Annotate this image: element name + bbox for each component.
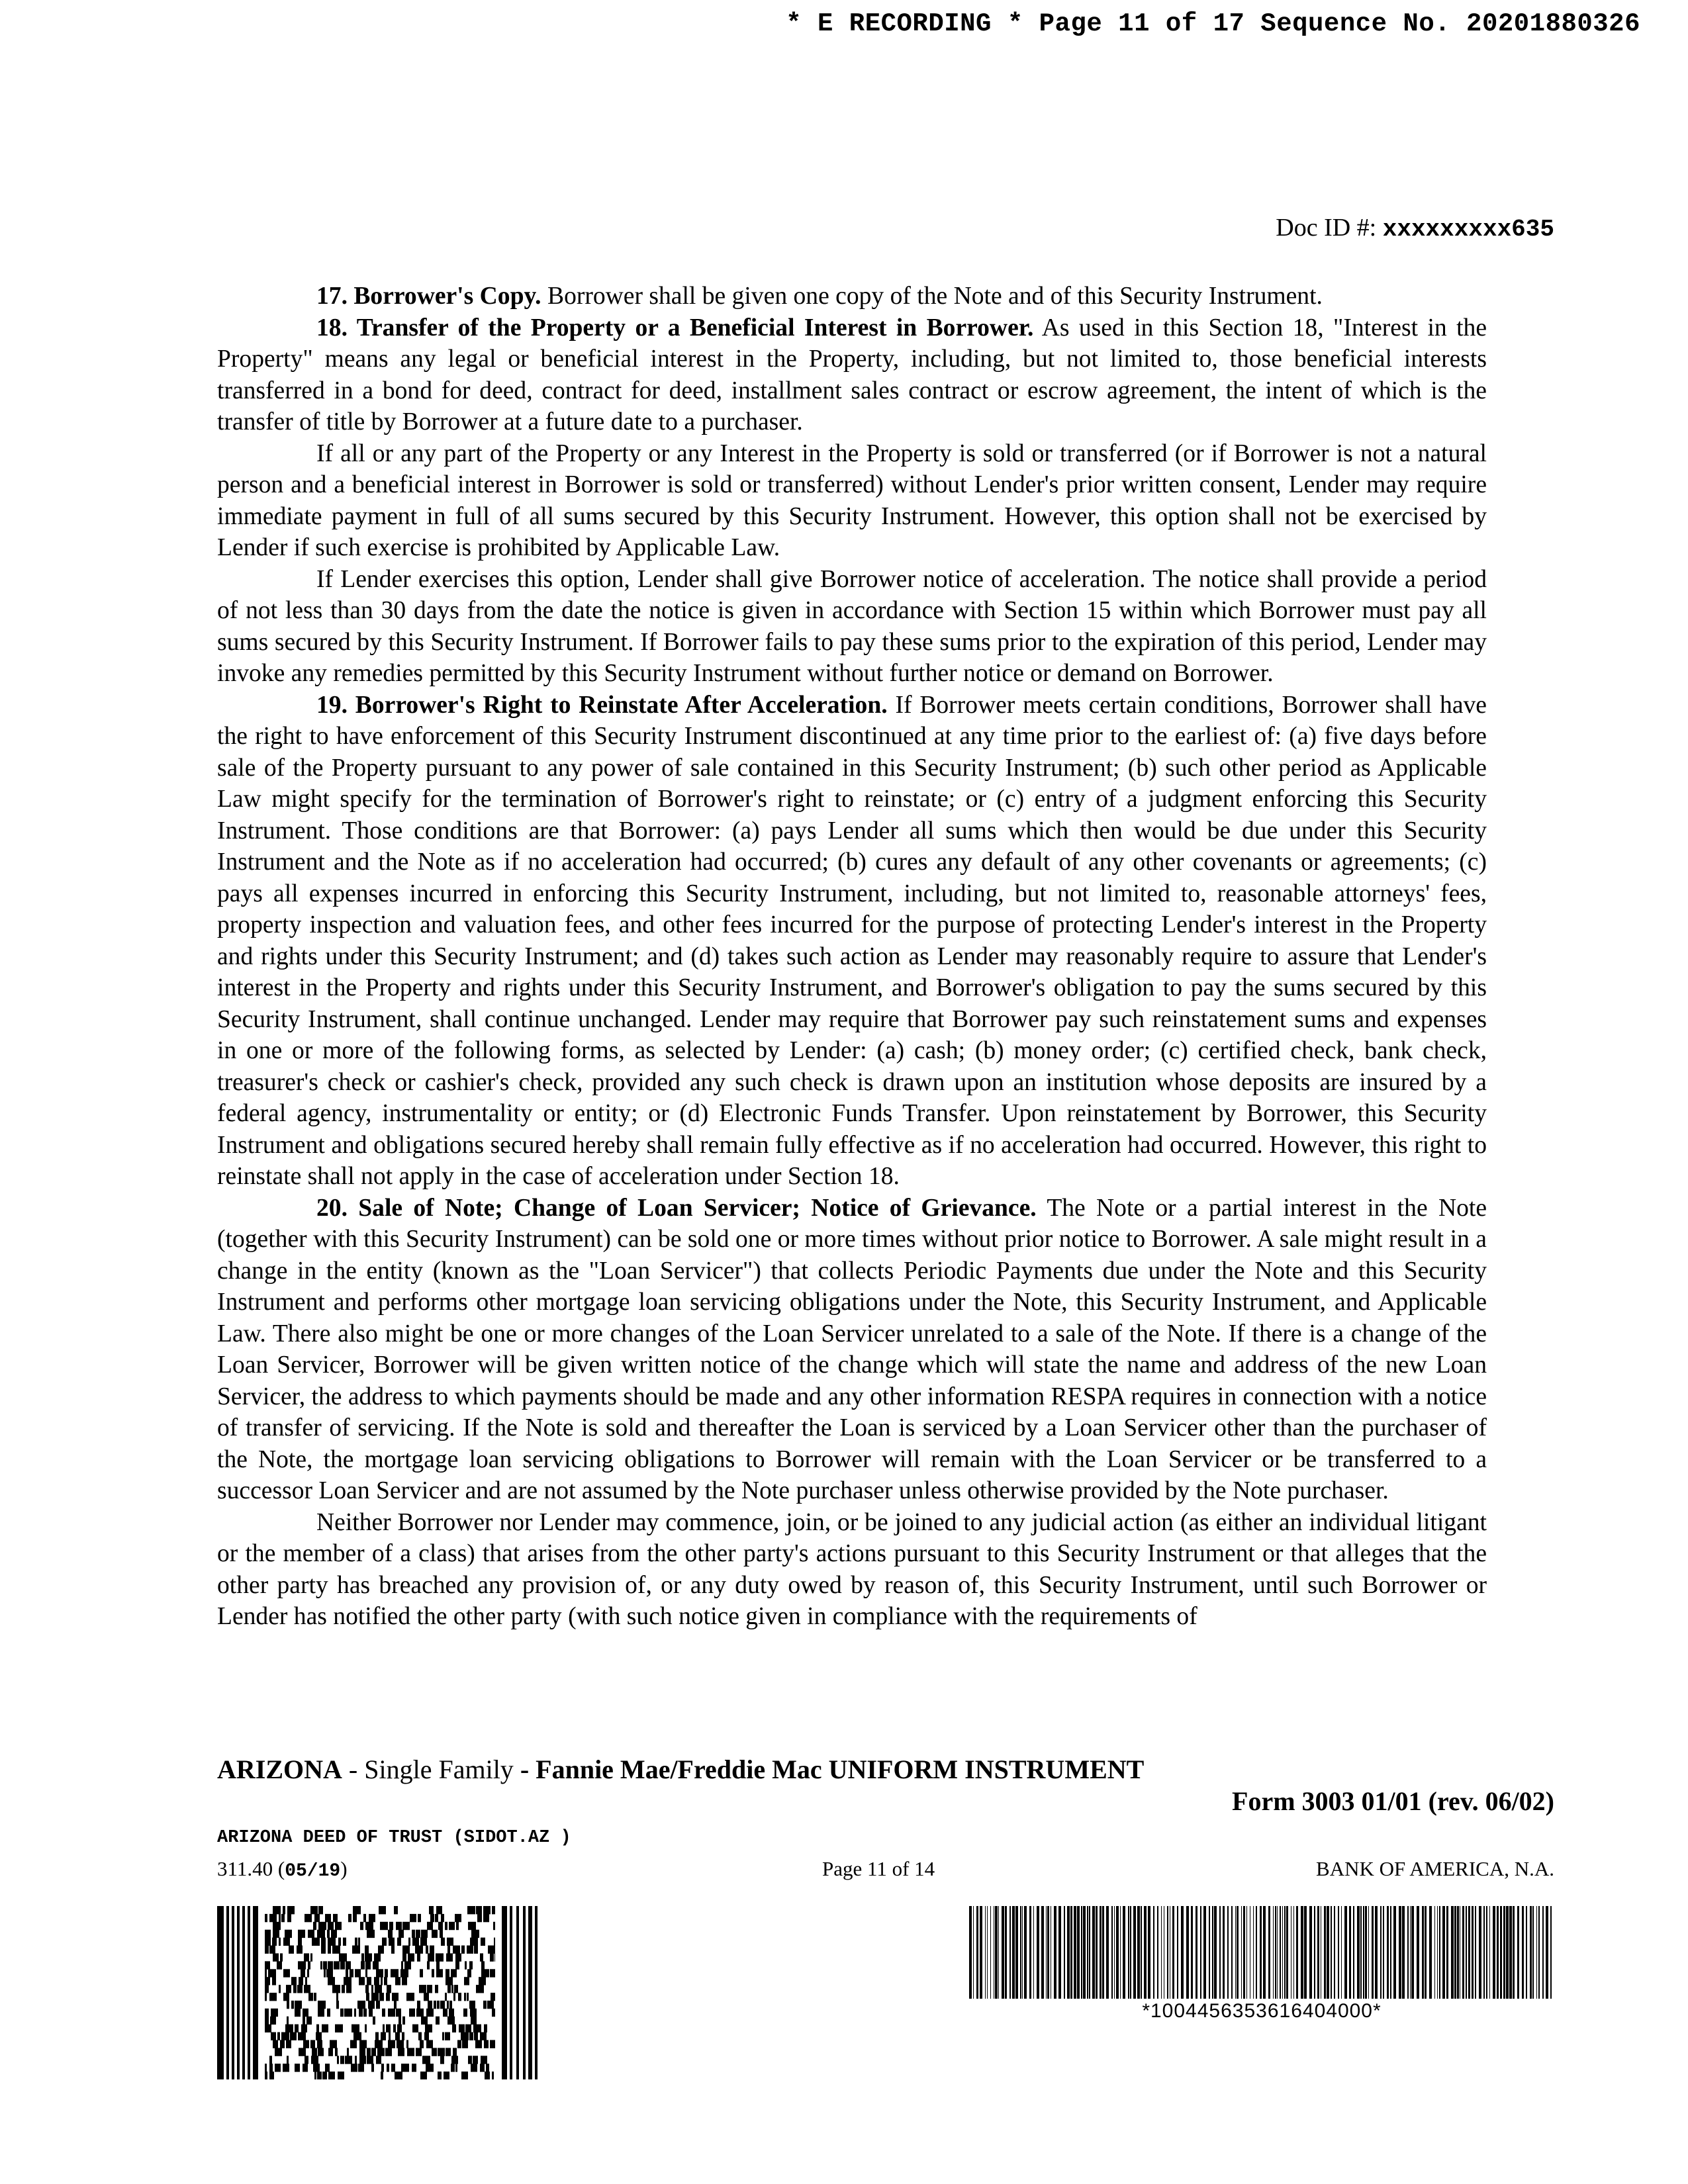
section-heading: 18. Transfer of the Property or a Beneficial Interest in Borrower. [316,314,1034,341]
footer-separator: - [342,1754,365,1784]
footer-state: ARIZONA [217,1754,342,1784]
doc-id-label: Doc ID #: [1276,214,1377,242]
footer-separator: - [513,1754,536,1784]
linear-barcode [969,1906,1554,1999]
form-code-suffix: ) [340,1857,348,1880]
section-20 [217,1193,1487,1507]
doc-id-value: xxxxxxxxx635 [1382,216,1554,243]
footer-doc-name: ARIZONA DEED OF TRUST (SIDOT.AZ ) [217,1828,571,1848]
pdf417-barcode [217,1906,538,2079]
paragraph: If all or any part of the Property or any Interest in the Property is sold or transferred (or if Borrower is not a natural person and a beneficial interest in Borrower is sold or transferred) without Lender's prior written consent, Lender may require immediate payment in full of all sums secured by this Security Instrument. However, this option shall not be exercised by Lender if such exercise is prohibited by Applicable Law. [217,439,1487,561]
footer-family: Single Family [364,1754,514,1784]
paragraph: Neither Borrower nor Lender may commence, join, or be joined to any judicial action (as either an individual litigant or the member of a class) that arises from the other party's actions pursuant to this Security Instrument or that alleges that the other party has breached any provision of, or any duty owed by reason of, this Security Instrument, until such Borrower or Lender has notified the other party (with such notice given in compliance with the requirements of [217,1508,1487,1630]
footer-instrument: Fannie Mae/Freddie Mac UNIFORM INSTRUMENT [536,1754,1145,1784]
section-heading: 20. Sale of Note; Change of Loan Servicer; Notice of Grievance. [316,1194,1037,1222]
section-heading: 17. Borrower's Copy. [316,283,541,310]
form-code-prefix: 311.40 ( [217,1857,285,1880]
section-text: As used in this Section 18, "Interest in the Property" means any legal or beneficial interest in the Property, including, but not limited to, those beneficial interests transferred in a bond for deed, contract for deed, installment sales contract or escrow agreement, the intent of which is the transfer of title by Borrower at a future date to a purchaser. [217,314,1487,435]
form-code-date: 05/19 [285,1861,341,1882]
section-text: Borrower shall be given one copy of the Note and of this Security Instrument. [547,283,1323,310]
section-19 [217,690,1487,1193]
recording-stamp: * E RECORDING * Page 11 of 17 Sequence No. 20201880326 [786,9,1640,38]
section-text: If Borrower meets certain conditions, Borrower shall have the right to have enforcement of this Security Instrument discontinued at any time prior to the earliest of: (a) five days before sale of the Property pursuant to any power of sale contained in this Security Instrument; (b) such other period as Applicable Law might specify for the termination of Borrower's right to reinstate; or (c) entry of a judgment enforcing this Security Instrument. Those conditions are that Borrower: (a) pays Lender all sums which then would be due under this Security Instrument and the Note as if no acceleration had occurred; (b) cures any default of any other covenants or agreements; (c) pays all expenses incurred in enforcing this Security Instrument, including, but not limited to, reasonable attorneys' fees, property inspection and valuation fees, and other fees incurred for the purpose of protecting Lender's interest in the Property and rights under this Security Instrument; and (d) takes such action as Lender may reasonably require to assure that Lender's interest in the Property and rights under this Security Instrument, and Borrower's obligation to pay the sums secured by this Security Instrument, shall continue unchanged. Lender may require that Borrower pay such reinstatement sums and expenses in one or more of the following forms, as selected by Lender: (a) cash; (b) money order; (c) certified check, bank check, treasurer's check or cashier's check, provided any such check is drawn upon an institution whose deposits are insured by a federal agency, instrumentality or entity; or (d) Electronic Funds Transfer. Upon reinstatement by Borrower, this Security Instrument and obligations secured hereby shall remain fully effective as if no acceleration had occurred. However, this right to reinstate shall not apply in the case of acceleration under Section 18. [217,691,1487,1190]
form-id: Form 3003 01/01 (rev. 06/02) [1232,1786,1554,1816]
document-body [217,281,1487,1633]
paragraph: If Lender exercises this option, Lender shall give Borrower notice of acceleration. The notice shall provide a period of not less than 30 days from the date the notice is given in accordance with Section 15 within which Borrower must pay all sums secured by this Security Instrument. If Borrower fails to pay these sums prior to the expiration of this period, Lender may invoke any remedies permitted by this Security Instrument without further notice or demand on Borrower. [217,565,1487,687]
barcode-number: *1004456353616404000* [1142,2000,1382,2022]
footer-title [217,1754,1144,1785]
section-18 [217,312,1487,438]
section-text: The Note or a partial interest in the Note (together with this Security Instrument) can be sold one or more times without prior notice to Borrower. A sale might result in a change in the entity (known as the "Loan Servicer") that collects Periodic Payments due under the Note and this Security Instrument and performs other mortgage loan servicing obligations under the Note, this Security Instrument, and Applicable Law. There also might be one or more changes of the Loan Servicer unrelated to a sale of the Note. If there is a change of the Loan Servicer, Borrower will be given written notice of the change which will state the name and address of the new Loan Servicer, the address to which payments should be made and any other information RESPA requires in connection with a notice of transfer of servicing. If the Note is sold and thereafter the Loan is serviced by a Loan Servicer other than the purchaser of the Note, the mortgage loan servicing obligations to Borrower will remain with the Loan Servicer or be transferred to a successor Loan Servicer and are not assumed by the Note purchaser unless otherwise provided by the Note purchaser. [217,1194,1487,1504]
section-heading: 19. Borrower's Right to Reinstate After Acceleration. [316,691,888,719]
lender-name: BANK OF AMERICA, N.A. [1316,1857,1554,1880]
doc-id [1276,213,1554,243]
form-code [217,1857,348,1882]
section-17 [217,281,1487,312]
page-number: Page 11 of 14 [822,1857,935,1880]
